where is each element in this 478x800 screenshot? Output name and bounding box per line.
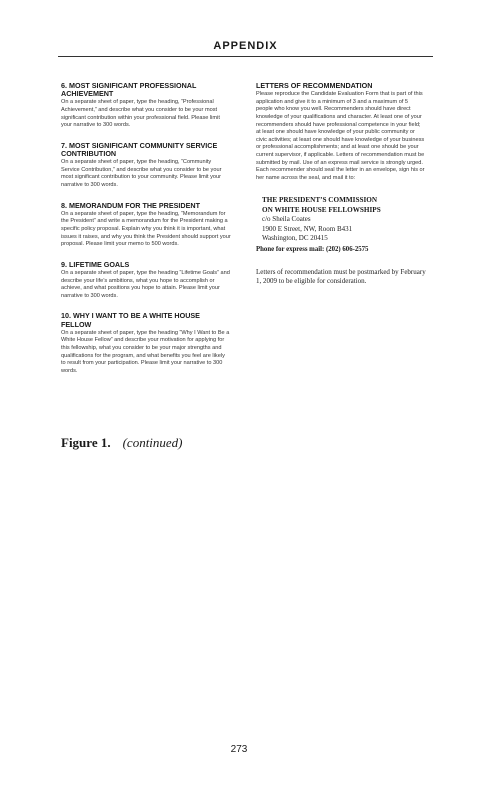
section-title: 8. MEMORANDUM FOR THE PRESIDENT: [61, 200, 200, 210]
section-body: On a separate sheet of paper, type the heading “Lifetime Goals” and describe your life’s ambitions, what you hope to accomplish or achieve, and what positions you hope to attain. Please limit your narrative to 300 words.: [61, 269, 230, 299]
letters-title: LETTERS OF RECOMMENDATION: [256, 81, 373, 90]
figure-continued: (continued): [122, 435, 183, 450]
express-mail-phone: Phone for express mail: (202) 606-2575: [256, 245, 369, 253]
section-community-service: [61, 142, 231, 190]
appendix-heading: APPENDIX: [213, 40, 278, 52]
header-rule: [58, 56, 433, 57]
figure-caption: [61, 435, 183, 451]
section-memorandum: [61, 202, 231, 249]
postmark-deadline: Letters of recommendation must be postmarked by February 1, 2009 to be eligible for consideration.: [256, 267, 426, 286]
address-line1: c/o Sheila Coates: [262, 215, 311, 224]
section-why-fellow: [61, 312, 231, 375]
section-body: On a separate sheet of paper, type the heading, “Professional Achievement,” and describe what you consider to be your most significant contribution within your professional field. Please limit your narrative to 300 words.: [61, 99, 220, 129]
figure-label: Figure 1.: [61, 435, 111, 450]
letters-body: Please reproduce the Candidate Evaluation Form that is part of this application and give it to a minimum of 3 and a maximum of 5 people who know you well. Recommenders should have direct knowledge of your qualifications and character. At least one of your recommenders should have professional competence in your field; at least one should have knowledge of your public community or civic activities; at least one should have knowledge of your business or professional accomplishments; and at least one should be your current supervisor, if applicable. Letters of recommendation must be submitted by mail. Use of an express mail service is strongly urged. Each recommender should seal the letter in an envelope, sign his or her name across the seal, and mail it to:: [256, 91, 425, 181]
address-line2: 1900 E Street, NW, Room B431: [262, 224, 353, 233]
section-lifetime-goals: [61, 261, 231, 301]
section-title: 9. LIFETIME GOALS: [61, 259, 130, 269]
section-professional-achievement: [61, 82, 231, 130]
address-org-line1: THE PRESIDENT’S COMMISSION: [262, 196, 378, 205]
mailing-address: [262, 196, 426, 244]
right-column: [256, 82, 426, 287]
address-line3: Washington, DC 20415: [262, 234, 328, 243]
section-title: 7. MOST SIGNIFICANT COMMUNITY SERVICE CONTRIBUTION: [61, 140, 218, 158]
section-title: 6. MOST SIGNIFICANT PROFESSIONAL ACHIEVEMENT: [61, 81, 197, 99]
page-number: 273: [230, 744, 248, 755]
section-body: On a separate sheet of paper, type the heading “Why I Want to Be a White House Fellow” and describe your motivation for applying for this fellowship, what you consider to be your major strengths and qualifications for the program, and what benefits you feel are likely to result from your participation. Please limit your narrative to 300 words.: [61, 329, 230, 374]
left-column: [61, 82, 231, 387]
section-body: On a separate sheet of paper, type the heading, “Memorandum for the President” and write a memorandum for the President making a specific policy proposal. Explain why you think it is important, what issues it raises, and why you think the President should support your proposal. Please limit your memo to 500 words.: [61, 210, 231, 248]
section-body: On a separate sheet of paper, type the heading, “Community Service Contribution,” and describe what you consider to be your most significant contribution to your community. Please limit your narrative to 300 words.: [61, 159, 222, 188]
address-org-line2: ON WHITE HOUSE FELLOWSHIPS: [262, 205, 381, 214]
section-title: 10. WHY I WANT TO BE A WHITE HOUSE FELLOW: [61, 311, 200, 329]
